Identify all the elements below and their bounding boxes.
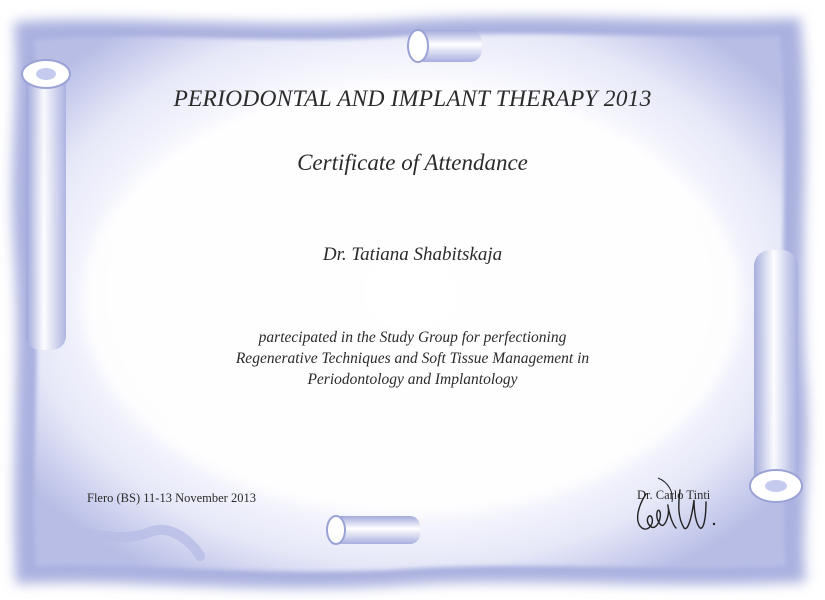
body-line: partecipated in the Study Group for perfectioning xyxy=(258,329,567,346)
recipient-name: Dr. Tatiana Shabitskaja xyxy=(322,244,503,265)
signer-name: Dr. Carlo Tinti xyxy=(637,488,711,502)
certificate-subtitle: Certificate of Attendance xyxy=(297,150,528,175)
certificate-title: PERIODONTAL AND IMPLANT THERAPY 2013 xyxy=(173,86,652,112)
place-and-date: Flero (BS) 11-13 November 2013 xyxy=(87,491,256,505)
top-scroll-roll xyxy=(408,30,482,62)
handwritten-signature xyxy=(628,472,728,542)
bottom-scroll-roll xyxy=(327,516,420,544)
body-line: Periodontology and Implantology xyxy=(307,371,518,388)
body-line: Regenerative Techniques and Soft Tissue Management in xyxy=(235,350,590,367)
